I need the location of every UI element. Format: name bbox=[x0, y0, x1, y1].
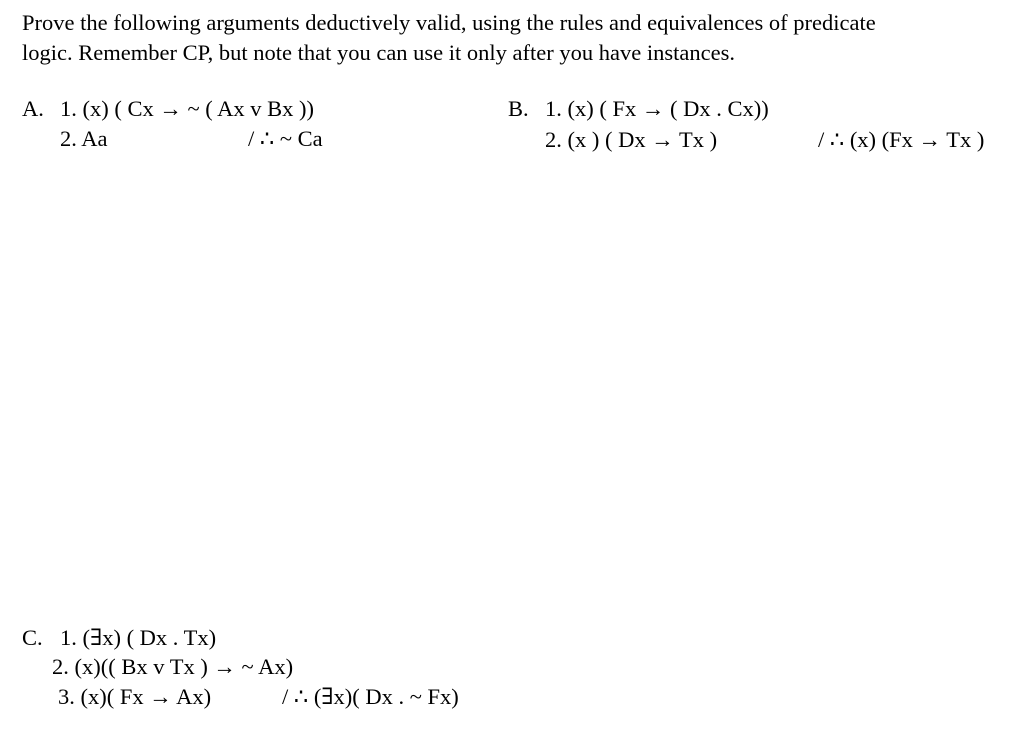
problem-c-premise-1: 1. (∃x) ( Dx . Tx) bbox=[60, 625, 217, 650]
instructions bbox=[22, 8, 1002, 68]
problem-c-conclusion: / ∴ (∃x)( Dx . ~ Fx) bbox=[282, 684, 459, 709]
problem-b-premise-2: 2. (x ) ( Dx → Tx ) bbox=[545, 127, 718, 152]
problem-c-premise-2: 2. (x)(( Bx v Tx ) → ~ Ax) bbox=[52, 654, 294, 679]
problem-c-premise-3: 3. (x)( Fx → Ax) bbox=[58, 684, 212, 709]
problem-a-premise-2: 2. Aa bbox=[60, 126, 108, 151]
instructions-line-2: logic. Remember CP, but note that you can use it only after you have instances. bbox=[22, 40, 735, 65]
problem-a-premise-1: 1. (x) ( Cx → ~ ( Ax v Bx )) bbox=[60, 96, 315, 121]
problem-a-label: A. bbox=[22, 96, 44, 121]
problem-c-label: C. bbox=[22, 625, 43, 650]
problem-b-label: B. bbox=[508, 96, 529, 121]
problem-b-premise-1: 1. (x) ( Fx → ( Dx . Cx)) bbox=[545, 96, 769, 121]
instructions-line-1: Prove the following arguments deductively valid, using the rules and equivalences of predicate bbox=[22, 10, 876, 35]
problem-b-conclusion: / ∴ (x) (Fx → Tx ) bbox=[818, 127, 985, 152]
problem-a-conclusion: / ∴ ~ Ca bbox=[248, 126, 323, 151]
